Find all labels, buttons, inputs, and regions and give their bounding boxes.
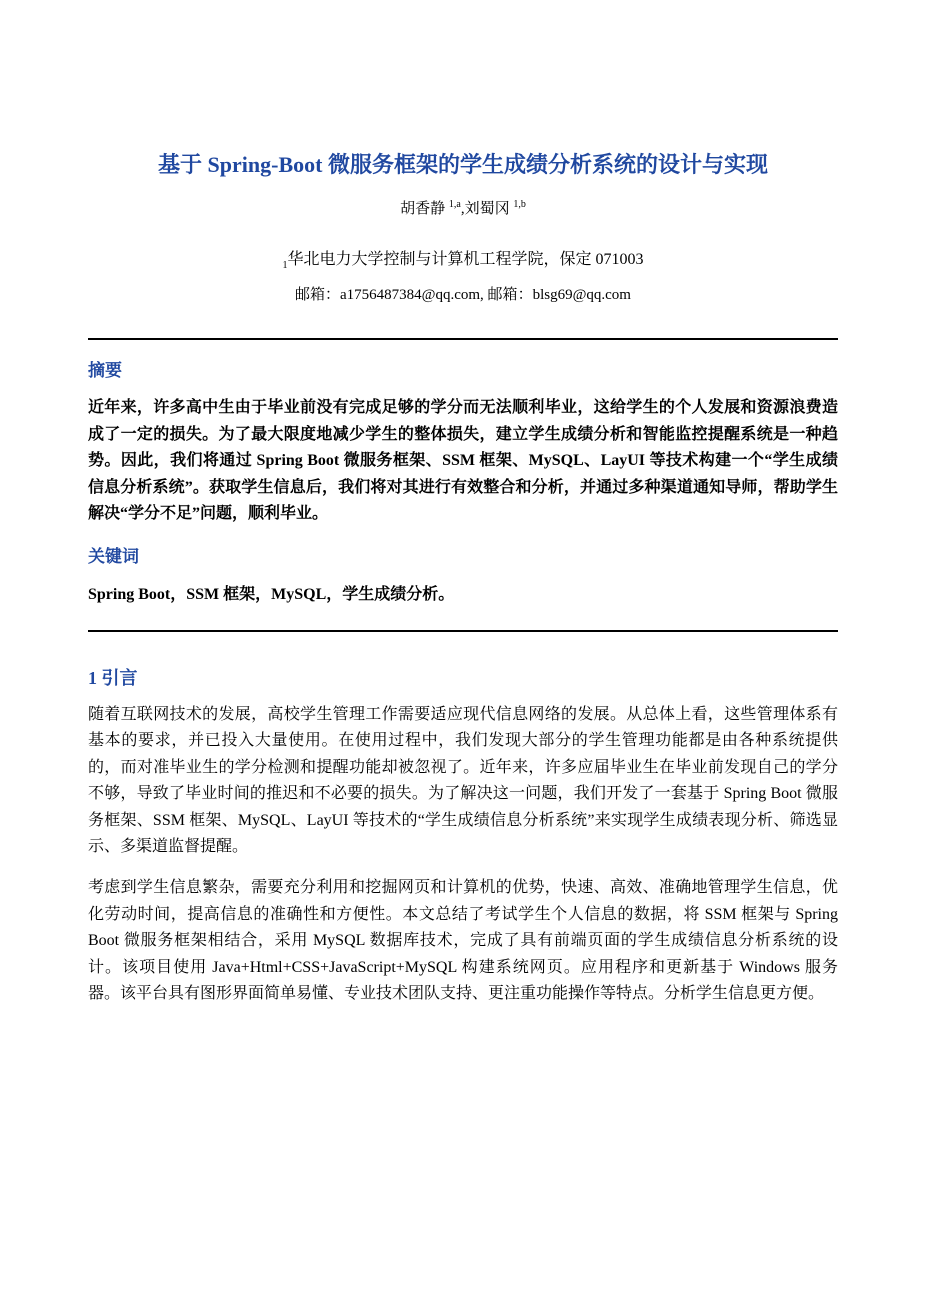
- authors-line: [88, 197, 838, 218]
- abstract-heading: 摘要: [88, 360, 122, 380]
- keywords-heading: 关键词: [88, 546, 139, 566]
- introduction-heading: 1 引言: [88, 667, 138, 688]
- author-2-affiliation-marker: 1,b: [513, 198, 526, 210]
- contact-line: 邮箱：a1756487384@qq.com, 邮箱：blsg69@qq.com: [295, 286, 631, 303]
- paper-title: 基于 Spring-Boot 微服务框架的学生成绩分析系统的设计与实现: [158, 152, 768, 177]
- affiliation-text: 华北电力大学控制与计算机工程学院，保定 071003: [287, 250, 644, 268]
- divider-rule-bottom: [88, 630, 838, 632]
- introduction-paragraph-2: 考虑到学生信息繁杂，需要充分利用和挖掘网页和计算机的优势，快速、高效、准确地管理学生信息，优化劳动时间，提高信息的准确性和方便性。本文总结了考试学生个人信息的数据，将 SSM 框架与 Spring Boot 微服务框架相结合，采用 MySQL 数据库技术，完成了具有前端页面的学生成绩信息分析系统的设计。该项目使用 Java+Html+CSS+JavaScript+MySQL 构建系统网页。应用程序和更新基于 Windows 服务器。该平台具有图形界面简单易懂、专业技术团队支持、更注重功能操作等特点。分析学生信息更方便。: [88, 879, 838, 1003]
- affiliation-line: [88, 246, 838, 271]
- author-1-name: 胡香静: [400, 200, 449, 217]
- keywords-text: Spring Boot，SSM 框架，MySQL，学生成绩分析。: [88, 585, 455, 603]
- divider-rule-top: [88, 338, 838, 340]
- author-1-affiliation-marker: 1,a: [448, 198, 461, 210]
- author-2-name: ,刘蜀冈: [460, 200, 514, 217]
- affiliation-marker: 1: [282, 259, 288, 271]
- abstract-text: 近年来，许多高中生由于毕业前没有完成足够的学分而无法顺利毕业，这给学生的个人发展和资源浪费造成了一定的损失。为了最大限度地减少学生的整体损失，建立学生成绩分析和智能监控提醒系统是一种趋势。因此，我们将通过 Spring Boot 微服务框架、SSM 框架、MySQL、LayUI 等技术构建一个“学生成绩信息分析系统”。获取学生信息后，我们将对其进行有效整合和分析，并通过多种渠道通知导师，帮助学生解决“学分不足”问题，顺利毕业。: [88, 398, 838, 523]
- introduction-paragraph-1: 随着互联网技术的发展，高校学生管理工作需要适应现代信息网络的发展。从总体上看，这些管理体系有基本的要求，并已投入大量使用。在使用过程中，我们发现大部分的学生管理功能都是由各种系统提供的，而对准毕业生的学分检测和提醒功能却被忽视了。近年来，许多应届毕业生在毕业前发现自己的学分不够，导致了毕业时间的推迟和不必要的损失。为了解决这一问题，我们开发了一套基于 Spring Boot 微服务框架、SSM 框架、MySQL、LayUI 等技术的“学生成绩信息分析系统”来实现学生成绩表现分析、筛选显示、多渠道监督提醒。: [88, 705, 838, 856]
